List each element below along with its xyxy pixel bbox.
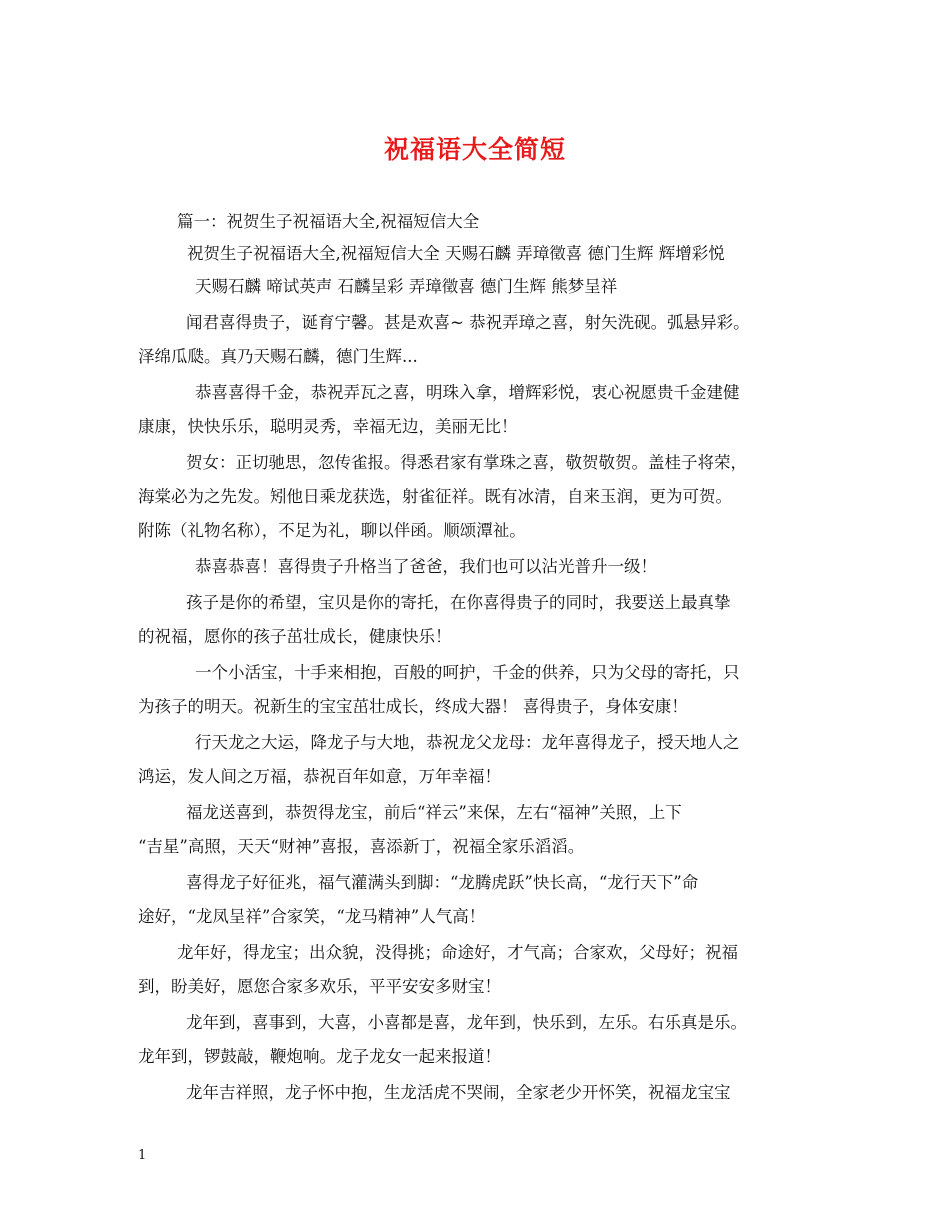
text-line: 海棠必为之先发。矧他日乘龙获选，射雀征祥。既有冰清，自来玉润，更为可贺。 <box>138 487 732 506</box>
text-line: 龙年好，得龙宝；出众貌，没得挑；命途好，才气高；合家欢，父母好；祝福 <box>177 943 738 962</box>
text-line: 喜得龙子好征兆，福气灌满头到脚：“龙腾虎跃”快长高，“龙行天下”命 <box>186 873 699 892</box>
text-line: 龙年吉祥照，龙子怀中抱，生龙活虎不哭闹，全家老少开怀笑，祝福龙宝宝 <box>186 1083 731 1102</box>
text-line: 一个小活宝，十手来相抱，百般的呵护，千金的供养，只为父母的寄托，只 <box>195 663 740 682</box>
text-line: 泽绵瓜瓞。真乃天赐石麟，德门生辉... <box>138 347 418 366</box>
text-line: 篇一：祝贺生子祝福语大全,祝福短信大全 <box>177 212 480 231</box>
document-title: 祝福语大全简短 <box>383 135 566 164</box>
text-line: 康康，快快乐乐，聪明灵秀，幸福无边，美丽无比！ <box>138 417 518 436</box>
text-line: 恭喜恭喜！喜得贵子升格当了爸爸，我们也可以沾光普升一级！ <box>195 557 657 576</box>
text-line: 龙年到，喜事到，大喜，小喜都是喜，龙年到，快乐到，左乐。右乐真是乐。 <box>186 1013 747 1032</box>
text-line: 恭喜喜得千金，恭祝弄瓦之喜，明珠入拿，增辉彩悦，衷心祝愿贵千金建健 <box>195 383 740 402</box>
text-line: 途好，“龙凤呈祥”合家笑，“龙马精神”人气高！ <box>138 907 486 926</box>
text-line: 为孩子的明天。祝新生的宝宝茁壮成长，终成大器！ 喜得贵子，身体安康！ <box>138 697 688 716</box>
page-number: 1 <box>138 1148 147 1163</box>
text-line: 行天龙之大运，降龙子与大地，恭祝龙父龙母：龙年喜得龙子，授天地人之 <box>195 733 740 752</box>
text-line: 孩子是你的希望，宝贝是你的寄托，在你喜得贵子的同时，我要送上最真挚 <box>186 593 731 612</box>
text-line: 闻君喜得贵子，诞育宁馨。甚是欢喜~ 恭祝弄璋之喜，射矢洗砚。弧悬异彩。 <box>186 313 750 332</box>
text-line: 的祝福，愿你的孩子茁壮成长，健康快乐！ <box>138 627 452 646</box>
text-line: 龙年到，锣鼓敲，鞭炮响。龙子龙女一起来报道！ <box>138 1047 501 1066</box>
text-line: 福龙送喜到，恭贺得龙宝，前后“祥云”来保，左右“福神”关照，上下 <box>186 803 682 822</box>
text-line: 附陈（礼物名称），不足为礼，聊以伴函。顺颂潭祉。 <box>138 521 526 540</box>
text-line: 到，盼美好，愿您合家多欢乐，平平安安多财宝！ <box>138 977 501 996</box>
text-line: 天赐石麟 啼试英声 石麟呈彩 弄璋徵喜 德门生辉 熊梦呈祥 <box>195 277 618 296</box>
text-line: 贺女：正切驰思，忽传雀报。得悉君家有掌珠之喜，敬贺敬贺。盖桂子将荣， <box>186 453 747 472</box>
text-line: “吉星”高照，天天“财神”喜报，喜添新丁，祝福全家乐滔滔。 <box>138 837 585 856</box>
text-line: 祝贺生子祝福语大全,祝福短信大全 天赐石麟 弄璋徵喜 德门生辉 辉增彩悦 <box>187 244 725 263</box>
text-line: 鸿运，发人间之万福，恭祝百年如意，万年幸福！ <box>138 767 501 786</box>
